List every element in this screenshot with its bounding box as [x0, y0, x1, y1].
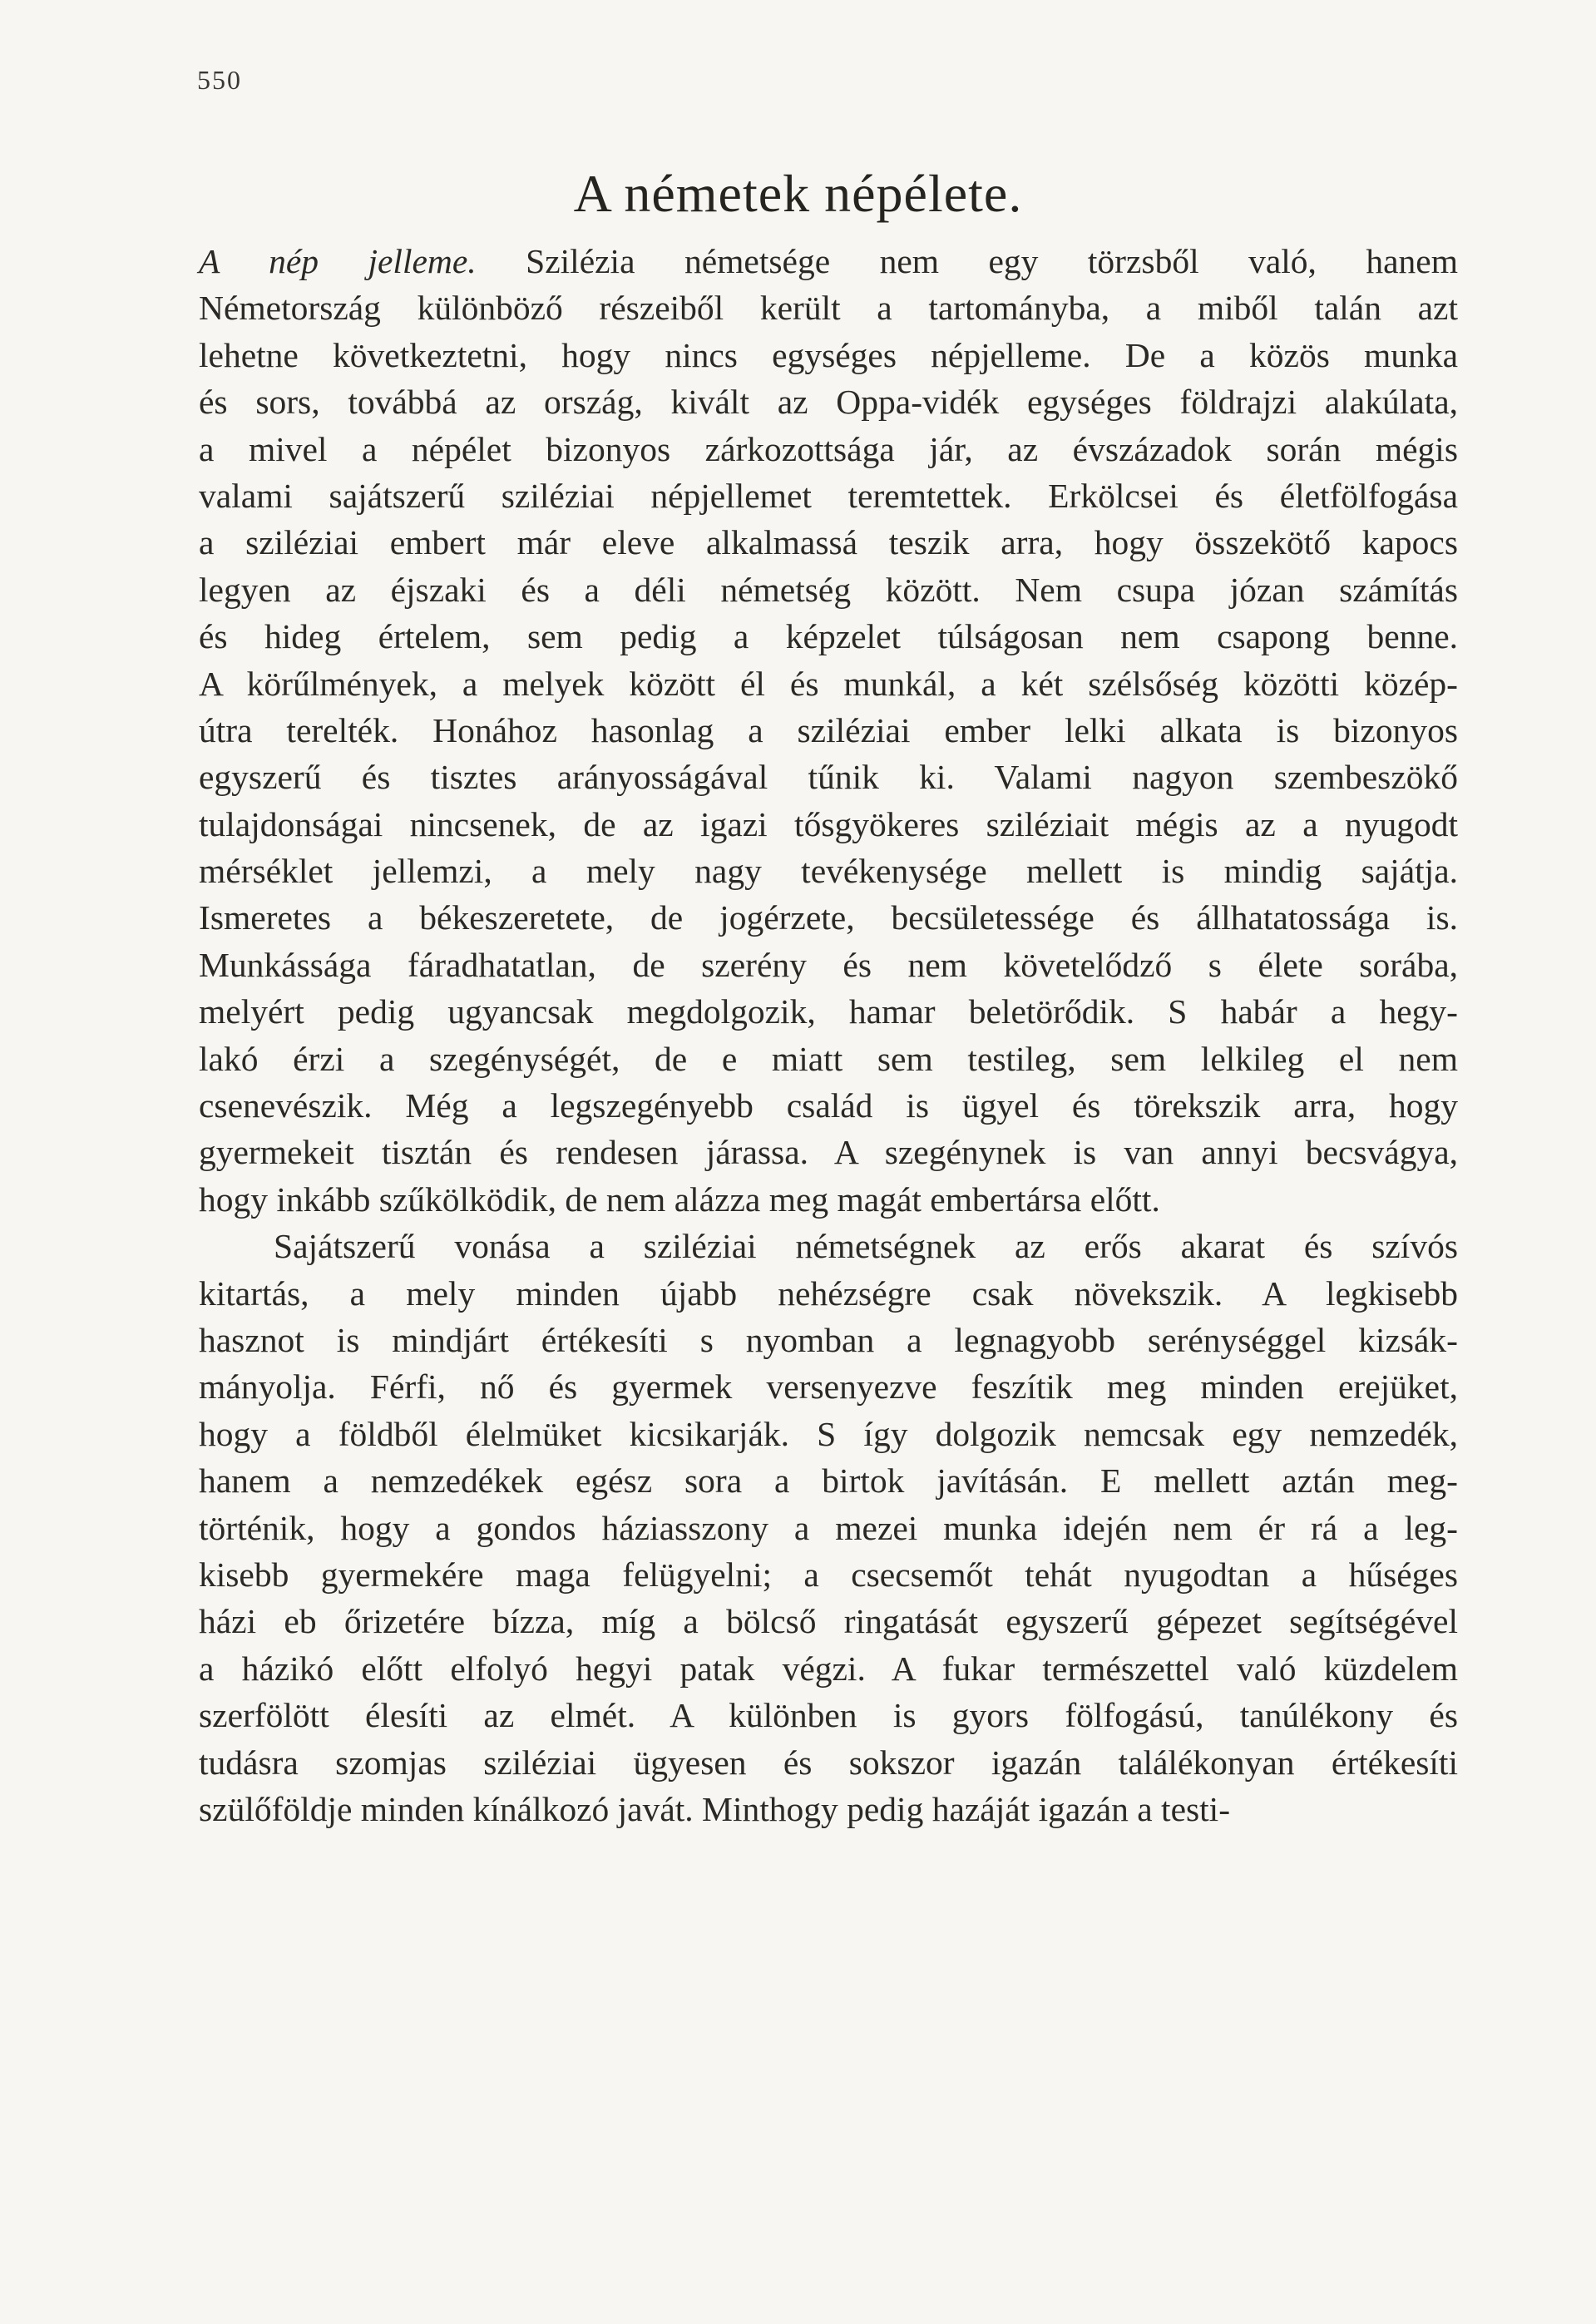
line-text: hogy inkább szűkölködik, de nem alázza meg magát embertársa előtt. [199, 1179, 1160, 1219]
line-text: hasznot is mindjárt értékesíti s nyomban a legnagyobb serénységgel kizsák- [199, 1320, 1458, 1359]
line-text: a házikó előtt elfolyó hegyi patak végzi. A fukar természettel való küzdelem [199, 1649, 1458, 1688]
text-line [199, 378, 1458, 425]
line-text: lakó érzi a szegénységét, de e miatt sem testileg, sem lelkileg el nem [199, 1039, 1458, 1078]
line-text: mérséklet jellemzi, a mely nagy tevékenysége mellett is mindig sajátja. [199, 852, 1458, 891]
text-line [199, 707, 1458, 754]
line-text: Ismeretes a békeszeretete, de jogérzete, becsületessége és állhatatossága is. [199, 898, 1458, 937]
line-text: házi eb őrizetére bízza, míg a bölcső ringatását egyszerű gépezet segítségével [199, 1602, 1458, 1641]
line-text: A körűlmények, a melyek között él és munkál, a két szélsőség közötti közép- [199, 664, 1458, 703]
line-text: kitartás, a mely minden újabb nehézségre csak növekszik. A legkisebb [199, 1273, 1458, 1313]
paragraph [199, 238, 1458, 1223]
line-text: gyermekeit tisztán és rendesen járassa. A szegénynek is van annyi becsvágya, [199, 1133, 1458, 1172]
line-text: a sziléziai embert már eleve alkalmassá teszik arra, hogy összekötő kapocs [199, 523, 1458, 562]
text-line [199, 1692, 1458, 1738]
text-line [199, 238, 1458, 284]
text-line [199, 754, 1458, 800]
text-line [199, 988, 1458, 1035]
text-line [199, 1176, 1458, 1223]
text-line [199, 1411, 1458, 1457]
text-line [199, 332, 1458, 378]
text-line [199, 1786, 1458, 1832]
section-lead-in: A nép jelleme. [199, 242, 477, 280]
text-line [199, 519, 1458, 566]
line-text: Munkássága fáradhatatlan, de szerény és nem követelődző s élete sorába, [199, 945, 1458, 984]
text-line [199, 848, 1458, 894]
line-text: útra terelték. Honához hasonlag a sziléziai ember lelki alkata is bizonyos [199, 710, 1458, 749]
line-text: csenevészik. Még a legszegényebb család is ügyel és törekszik arra, hogy [199, 1086, 1458, 1125]
line-text: tulajdonságai nincsenek, de az igazi tősgyökeres sziléziait mégis az a nyugodt [199, 804, 1458, 843]
text-line [199, 284, 1458, 331]
line-text: Németország különböző részeiből került a tartományba, a miből talán azt [199, 289, 1458, 328]
line-text: Sajátszerű vonása a sziléziai németségnek az erős akarat és szívós [274, 1227, 1458, 1266]
line-text: és hideg értelem, sem pedig a képzelet túlságosan nem csapong benne. [199, 617, 1458, 656]
text-line [199, 1739, 1458, 1786]
line-text: szerfölött élesíti az elmét. A különben is gyors fölfogású, tanúlékony és [199, 1696, 1458, 1735]
paragraph [199, 1223, 1458, 1832]
line-text: legyen az éjszaki és a déli németség között. Nem csupa józan számítás [199, 570, 1458, 609]
line-text: kisebb gyermekére maga felügyelni; a csecsemőt tehát nyugodtan a hűséges [199, 1555, 1458, 1594]
line-text: valami sajátszerű sziléziai népjellemet teremtettek. Erkölcsei és életfölfogása [199, 476, 1458, 515]
chapter-title: A németek népélete. [573, 164, 1023, 223]
text-line [199, 613, 1458, 660]
line-text: történik, hogy a gondos háziasszony a mezei munka idején nem ér rá a leg- [199, 1508, 1458, 1547]
text-line [199, 1082, 1458, 1129]
text-line [199, 1505, 1458, 1551]
text-line [199, 1598, 1458, 1644]
text-line [199, 1270, 1458, 1317]
line-text: hogy a földből élelmüket kicsikarják. S így dolgozik nemcsak egy nemzedék, [199, 1414, 1458, 1453]
text-line [199, 1551, 1458, 1598]
line-text: egyszerű és tisztes arányosságával tűnik ki. Valami nagyon szembeszökő [199, 758, 1458, 797]
line-text: hanem a nemzedékek egész sora a birtok javításán. E mellett aztán meg- [199, 1461, 1458, 1501]
line-text: tudásra szomjas sziléziai ügyesen és sokszor igazán találékonyan értékesíti [199, 1743, 1458, 1782]
text-line [199, 472, 1458, 519]
line-text: lehetne következtetni, hogy nincs egységes népjelleme. De a közös munka [199, 335, 1458, 374]
page-number: 550 [197, 65, 242, 95]
body-text [199, 238, 1458, 1832]
text-line [199, 1036, 1458, 1082]
line-text: Szilézia németsége nem egy törzsből való, hanem [476, 242, 1458, 280]
text-line [199, 1363, 1458, 1410]
text-line [199, 566, 1458, 613]
line-text: a mivel a népélet bizonyos zárkozottsága jár, az évszázadok során mégis [199, 429, 1458, 468]
text-line [199, 1223, 1458, 1269]
text-line [199, 1317, 1458, 1363]
text-line [199, 801, 1458, 848]
text-line [199, 1129, 1458, 1175]
text-line [199, 1457, 1458, 1504]
text-line [199, 426, 1458, 472]
line-text: szülőföldje minden kínálkozó javát. Minthogy pedig hazáját igazán a testi- [199, 1789, 1231, 1828]
text-line [199, 894, 1458, 941]
line-text: és sors, továbbá az ország, kivált az Oppa-vidék egységes földrajzi alakúlata, [199, 383, 1458, 422]
text-line [199, 942, 1458, 988]
line-text: melyért pedig ugyancsak megdolgozik, hamar beletörődik. S habár a hegy- [199, 992, 1458, 1031]
text-line [199, 660, 1458, 707]
line-text: mányolja. Férfi, nő és gyermek versenyezve feszítik meg minden erejüket, [199, 1367, 1458, 1407]
text-line [199, 1645, 1458, 1692]
